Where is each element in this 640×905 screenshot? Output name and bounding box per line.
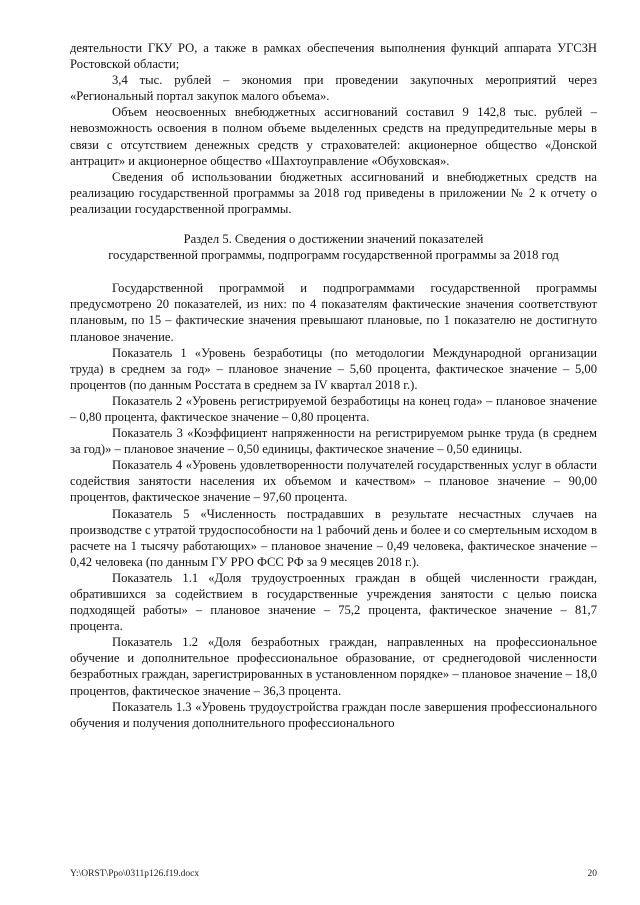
paragraph-indicators-summary: Государственной программой и подпрограммами государственной программы предусмотрено 20 показателей, из них: по 4 показателям фактические значения соответствуют плановым, по 15 – фактические значения превышают плановые, по 1 показателю не достигнуто плановое значение.: [70, 281, 597, 344]
paragraph-indicator-2: Показатель 2 «Уровень регистрируемой безработицы на конец года» – плановое значение – 0,80 процента, фактическое значение – 0,80 процента.: [70, 393, 597, 424]
section-heading-line-1: Раздел 5. Сведения о достижении значений показателей: [183, 232, 484, 247]
paragraph-savings: 3,4 тыс. рублей – экономия при проведении закупочных мероприятий через «Региональный портал закупок малого объема».: [70, 73, 597, 104]
file-path: Y:\ORST\Ppo\0311p126.f19.docx: [70, 869, 200, 879]
paragraph-unspent-funds: Объем неосвоенных внебюджетных ассигнований составил 9 142,8 тыс. рублей – невозможность освоения в полном объеме выделенных средств на предупредительные меры в связи с отсутствием денежных средств у страхователей: акционерное общество «Донской антрацит» и акционерное общество «Шахтоуправление «Обуховская».: [70, 105, 597, 168]
document-body: [70, 40, 597, 731]
paragraph-indicator-1-1: Показатель 1.1 «Доля трудоустроенных граждан в общей численности граждан, обратившихся за содействием в государственные учреждения занятости с целью поиска подходящей работы» – плановое значение – 75,2 процента, фактическое значение – 81,7 процента.: [70, 570, 597, 634]
page-number: 20: [587, 869, 597, 879]
section-heading: [70, 231, 597, 263]
paragraph-indicator-5: Показатель 5 «Численность пострадавших в результате несчастных случаев на производстве с утратой трудоспособности на 1 рабочий день и более и со смертельным исходом в расчете на 1 тысячу работающих» – плановое значение – 0,49 человека, фактическое значение – 0,42 человека (по данным ГУ РРО ФСС РФ за 9 месяцев 2018 г.).: [70, 506, 597, 569]
section-heading-line-2: государственной программы, подпрограмм государственной программы за 2018 год: [108, 248, 559, 263]
paragraph-appendix-reference: Сведения об использовании бюджетных ассигнований и внебюджетных средств на реализацию государственной программы за 2018 год приведены в приложении № 2 к отчету о реализации государственной программы.: [70, 169, 597, 216]
paragraph-continuation: деятельности ГКУ РО, а также в рамках обеспечения выполнения функций аппарата УГСЗН Ростовской области;: [70, 41, 597, 72]
paragraph-indicator-1-3: Показатель 1.3 «Уровень трудоустройства граждан после завершения профессионального обучения и получения дополнительного профессионального: [70, 699, 597, 730]
paragraph-indicator-1-2: Показатель 1.2 «Доля безработных граждан, направленных на профессиональное обучение и дополнительное профессиональное образование, от среднегодовой численности безработных граждан, зарегистрированных в установленном порядке» – плановое значение – 18,0 процентов, фактическое значение – 36,3 процента.: [70, 635, 597, 698]
paragraph-indicator-3: Показатель 3 «Коэффициент напряженности на регистрируемом рынке труда (в среднем за год)» – плановое значение – 0,50 единицы, фактическое значение – 0,50 единицы.: [70, 426, 597, 457]
paragraph-indicator-1: Показатель 1 «Уровень безработицы (по методологии Международной организации труда) в среднем за год» – плановое значение – 5,60 процента, фактическое значение – 5,00 процентов (по данным Росстата в среднем за IV квартал 2018 г.).: [70, 345, 597, 392]
paragraph-indicator-4: Показатель 4 «Уровень удовлетворенности получателей государственных услуг в области содействия занятости населения их объемом и качеством» – плановое значение – 90,00 процентов, фактическое значение – 97,60 процента.: [70, 458, 597, 505]
